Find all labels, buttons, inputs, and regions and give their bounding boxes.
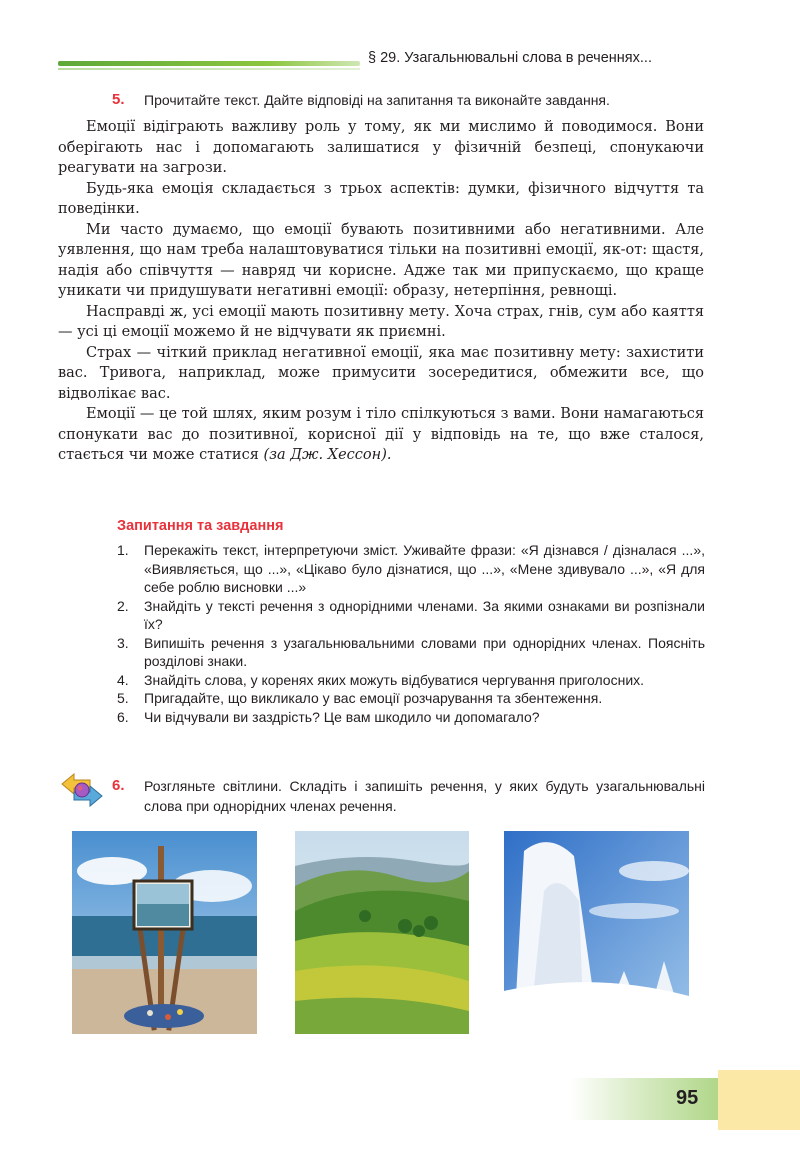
- reading-text: [58, 117, 704, 466]
- text-paragraph: Емоції відіграють важливу роль у тому, як ми мислимо й поводимося. Вони оберігають нас і допомагають залишатися у фізичній безпеці, спонукаючи реагувати на загрози.: [58, 119, 704, 176]
- text-paragraph: Ми часто думаємо, що емоції бувають позитивними або негативними. Але уявлення, що нам треба налаштовуватися тільки на позитивні емоції, як-от: щастя, надія або співчуття — навряд чи корисне. Адже так ми припускаємо, що краще уникати чи придушувати негативні емоції: образу, нетерпіння, ревнощі.: [58, 221, 704, 299]
- text-paragraph-body: Емоції — це той шлях, яким розум і тіло спілкуються з вами. Вони намагаються спонукати вас до позитивної, корисної дії у відповідь на те, що вже сталося, стається чи може статися: [58, 406, 704, 463]
- question-item: [117, 597, 705, 634]
- task-6: [112, 776, 705, 816]
- question-item: [117, 671, 705, 690]
- section-title: § 29. Узагальнювальні слова в реченнях...: [368, 50, 652, 66]
- header-rule: [58, 61, 360, 66]
- questions-heading: Запитання та завдання: [117, 518, 284, 534]
- question-item: [117, 708, 705, 727]
- footer-tab: [718, 1070, 800, 1130]
- text-paragraph: Будь-яка емоція складається з трьох аспектів: думки, фізичного відчуття та поведінки.: [58, 180, 704, 217]
- exchange-arrows-icon: [60, 770, 104, 810]
- question-number: 4.: [117, 671, 129, 688]
- question-text: Випишіть речення з узагальнювальними словами при однорідних членах. Поясніть розділові знаки.: [144, 634, 705, 669]
- page-number: 95: [676, 1087, 699, 1109]
- question-item: [117, 689, 705, 708]
- text-source: (за Дж. Хессон).: [263, 447, 392, 463]
- header-rule-thin: [58, 68, 360, 70]
- question-number: 3.: [117, 634, 129, 651]
- question-text: Пригадайте, що викликало у вас емоції розчарування та збентеження.: [144, 690, 603, 706]
- question-number: 2.: [117, 597, 129, 614]
- text-paragraph: [58, 404, 704, 466]
- text-paragraph: Страх — чіткий приклад негативної емоції, яка має позитивну мету: захистити вас. Тривога, наприклад, може примусити зосередитися, обмежити все, що відволікає вас.: [58, 344, 704, 402]
- question-number: 6.: [117, 708, 129, 725]
- question-item: [117, 634, 705, 671]
- question-text: Чи відчували ви заздрість? Це вам шкодило чи допомагало?: [144, 708, 540, 725]
- question-text: Знайдіть слова, у коренях яких можуть відбуватися чергування приголосних.: [144, 671, 645, 688]
- question-number: 5.: [117, 690, 129, 706]
- question-text: Перекажіть текст, інтерпретуючи зміст. Уживайте фрази: «Я дізнався / дізналася ...», «Виявляється, що ...», «Цікаво було дізнатися, що ...», «Мене здивувало ...», «Я для себе роблю висновки ...»: [144, 542, 705, 595]
- task-5: [112, 90, 705, 110]
- task-instruction: Розгляньте світлини. Складіть і запишіть речення, у яких будуть узагальнювальні слова при однорідних членах речення.: [144, 778, 705, 814]
- task-number: 6.: [112, 777, 125, 794]
- text-paragraph: Насправді ж, усі емоції мають позитивну мету. Хоча страх, гнів, сум або каяття — усі ці емоції можемо й не відчувати як приємні.: [58, 303, 704, 340]
- task-number: 5.: [112, 91, 125, 108]
- photo-snowy-trees: [504, 831, 689, 1034]
- photo-easel-beach: [72, 831, 257, 1034]
- question-number: 1.: [117, 542, 129, 558]
- task-instruction: Прочитайте текст. Дайте відповіді на запитання та виконайте завдання.: [144, 92, 610, 108]
- questions-list: [117, 541, 705, 726]
- photo-green-hills: [295, 831, 469, 1034]
- question-text: Знайдіть у тексті речення з однорідними членами. За якими ознаками ви розпізнали їх?: [144, 597, 705, 632]
- question-item: [117, 541, 705, 597]
